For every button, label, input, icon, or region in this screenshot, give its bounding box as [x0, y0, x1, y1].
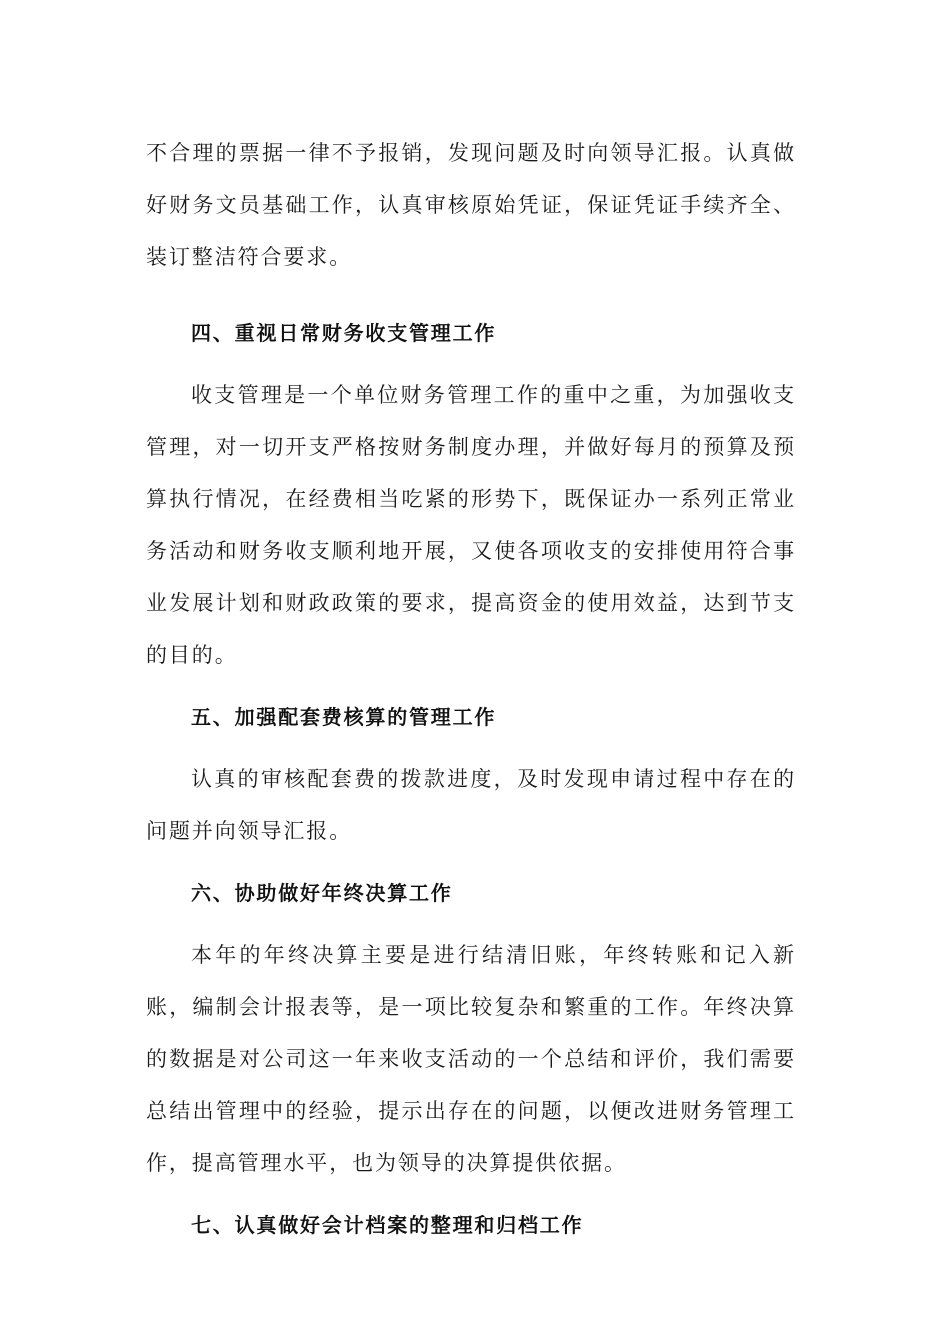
paragraph-supporting-fee: 认真的审核配套费的拨款进度，及时发现申请过程中存在的问题并向领导汇报。: [146, 767, 796, 843]
section-heading-7: 七、认真做好会计档案的整理和归档工作: [191, 1213, 584, 1237]
section-heading-4: 四、重视日常财务收支管理工作: [191, 321, 497, 345]
paragraph-continued: 不合理的票据一律不予报销，发现问题及时向领导汇报。认真做好财务文员基础工作，认真审核原始凭证，保证凭证手续齐全、装订整洁符合要求。: [146, 141, 796, 269]
section-heading-5: 五、加强配套费核算的管理工作: [191, 705, 497, 729]
paragraph-year-end-settlement: 本年的年终决算主要是进行结清旧账，年终转账和记入新账，编制会计报表等，是一项比较复杂和繁重的工作。年终决算的数据是对公司这一年来收支活动的一个总结和评价，我们需要总结出管理中的经验，提示出存在的问题，以便改进财务管理工作，提高管理水平，也为领导的决算提供依据。: [146, 943, 796, 1175]
document-body: [146, 127, 796, 1261]
section-heading-6: 六、协助做好年终决算工作: [191, 881, 453, 905]
paragraph-income-expense: 收支管理是一个单位财务管理工作的重中之重，为加强收支管理，对一切开支严格按财务制度办理，并做好每月的预算及预算执行情况，在经费相当吃紧的形势下，既保证办一系列正常业务活动和财务收支顺利地开展，又使各项收支的安排使用符合事业发展计划和财政政策的要求，提高资金的使用效益，达到节支的目的。: [146, 383, 796, 667]
